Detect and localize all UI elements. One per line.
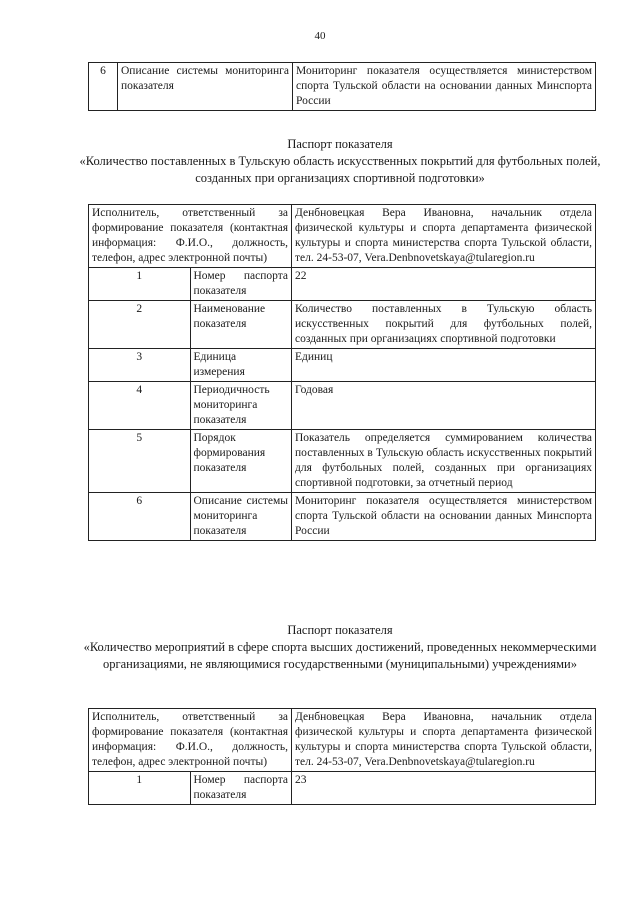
passport-23-heading — [70, 622, 610, 673]
row-label: Номер паспорта показателя — [190, 268, 292, 301]
row-value: Мониторинг показателя осуществляется министерством спорта Тульской области на основании данных Минспорта России — [293, 63, 596, 111]
row-value: Мониторинг показателя осуществляется министерством спорта Тульской области на основании данных Минспорта России — [292, 493, 596, 541]
table-row — [89, 382, 596, 430]
row-number: 6 — [89, 63, 118, 111]
row-label: Порядок формирования показателя — [190, 430, 292, 493]
row-number: 5 — [89, 430, 191, 493]
page-number: 40 — [314, 30, 326, 42]
passport-subtitle: «Количество поставленных в Тульскую область искусственных покрытий для футбольных полей, созданных при организациях спортивной подготовки» — [79, 154, 601, 185]
table-row — [89, 63, 596, 111]
row-value: Показатель определяется суммированием количества поставленных в Тульскую область искусственных покрытий для футбольных полей, созданных при организациях спортивной подготовки, за отчетный период — [292, 430, 596, 493]
passport-title: Паспорт показателя — [287, 623, 393, 637]
row-number: 6 — [89, 493, 191, 541]
table-row — [89, 301, 596, 349]
row-label: Номер паспорта показателя — [190, 772, 292, 805]
passport-22-table — [88, 204, 596, 541]
row-number: 4 — [89, 382, 191, 430]
executor-row — [89, 709, 596, 772]
row-value: Годовая — [292, 382, 596, 430]
passport-22-heading — [70, 136, 610, 187]
row-number: 1 — [89, 772, 191, 805]
row-label: Периодичность мониторинга показателя — [190, 382, 292, 430]
passport-23-table — [88, 708, 596, 805]
row-value: 23 — [292, 772, 596, 805]
row-label: Наименование показателя — [190, 301, 292, 349]
executor-row — [89, 205, 596, 268]
executor-label: Исполнитель, ответственный за формирование показателя (контактная информация: Ф.И.О., должность, телефон, адрес электронной почты) — [89, 205, 292, 268]
row-number: 3 — [89, 349, 191, 382]
row-label: Описание системы мониторинга показателя — [190, 493, 292, 541]
executor-value: Денбновецкая Вера Ивановна, начальник отдела физической культуры и спорта департамента физической культуры и спорта министерства спорта Тульской области, тел. 24-53-07, Vera.Denbnovetskaya@tularegion.ru — [292, 205, 596, 268]
executor-value: Денбновецкая Вера Ивановна, начальник отдела физической культуры и спорта департамента физической культуры и спорта министерства спорта Тульской области, тел. 24-53-07, Vera.Denbnovetskaya@tularegion.ru — [292, 709, 596, 772]
executor-label: Исполнитель, ответственный за формирование показателя (контактная информация: Ф.И.О., должность, телефон, адрес электронной почты) — [89, 709, 292, 772]
row-label: Описание системы мониторинга показателя — [118, 63, 293, 111]
table-row — [89, 772, 596, 805]
row-number: 2 — [89, 301, 191, 349]
table-row — [89, 268, 596, 301]
row-number: 1 — [89, 268, 191, 301]
table-row — [89, 430, 596, 493]
row-value: Количество поставленных в Тульскую область искусственных покрытий для футбольных полей, созданных при организациях спортивной подготовки — [292, 301, 596, 349]
table-row — [89, 349, 596, 382]
table-row — [89, 493, 596, 541]
passport-subtitle: «Количество мероприятий в сфере спорта высших достижений, проведенных некоммерческими организациями, не являющимися государственными (муниципальными) учреждениями» — [83, 640, 597, 671]
continuation-table — [88, 62, 596, 111]
row-label: Единица измерения — [190, 349, 292, 382]
row-value: 22 — [292, 268, 596, 301]
row-value: Единиц — [292, 349, 596, 382]
passport-title: Паспорт показателя — [287, 137, 393, 151]
